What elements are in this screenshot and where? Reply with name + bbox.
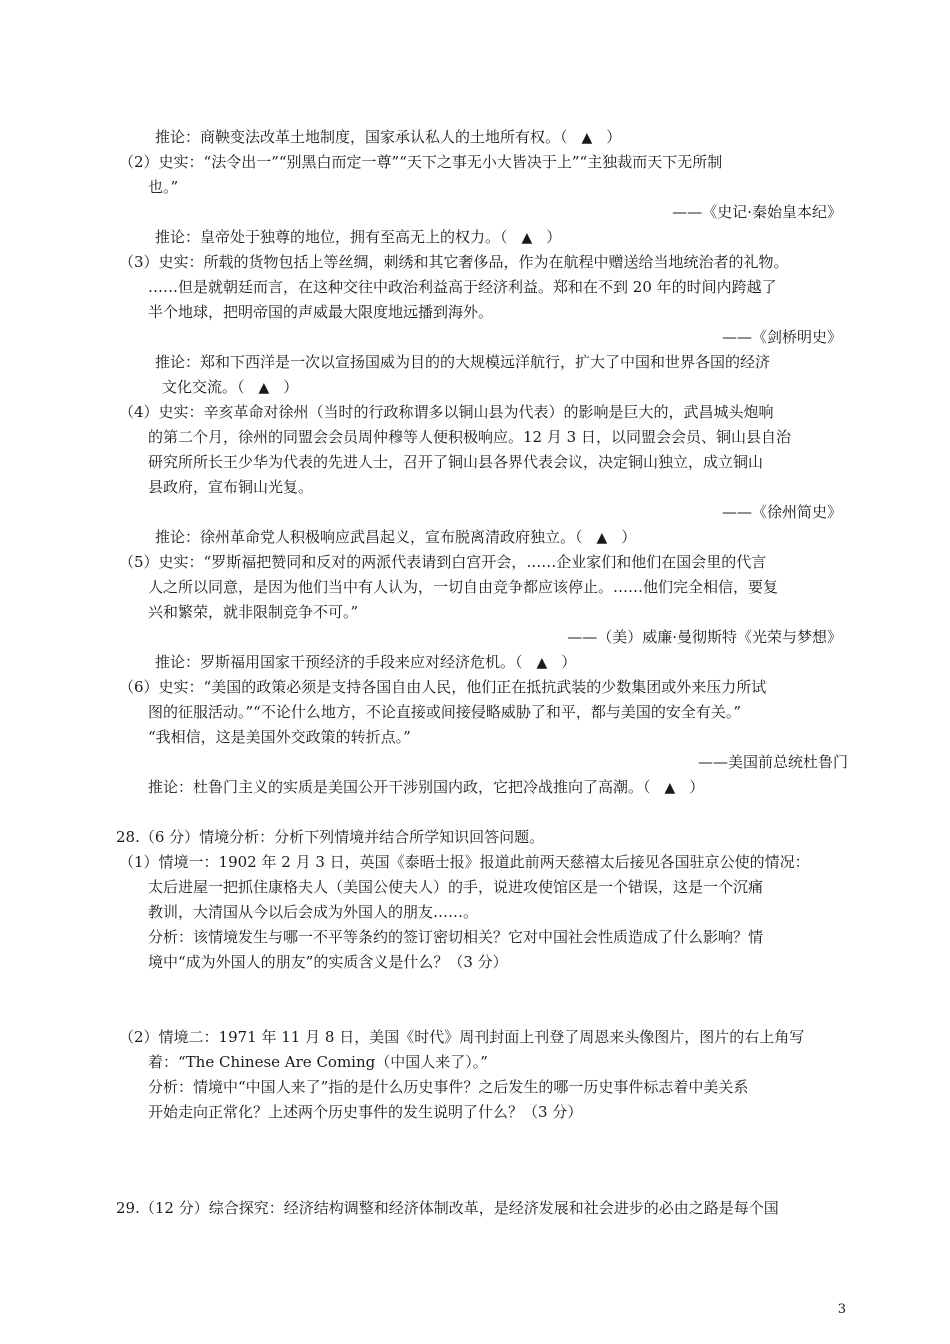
q28-scenario1-line2: 太后进屋一把抓住康格夫人（美国公使夫人）的手，说进攻使馆区是一个错误，这是一个沉痛 (148, 878, 764, 896)
q28-scenario2-question-line2: 开始走向正常化？上述两个历史事件的发生说明了什么？（3 分） (148, 1103, 583, 1121)
q28-scenario1-question-line2: 境中“成为外国人的朋友”的实质含义是什么？（3 分） (148, 953, 508, 971)
q28-scenario2-line1: （2）情境二：1971 年 11 月 8 日，美国《时代》周刊封面上刊登了周恩来头像图片，图片的右上角写 (119, 1028, 805, 1046)
q5-fact-line2: 人之所以同意，是因为他们当中有人认为，一切自由竞争都应该停止。……他们完全相信，要复 (148, 578, 779, 596)
q5-fact-line1: （5）史实：“罗斯福把赞同和反对的两派代表请到白宫开会，……企业家们和他们在国会里的代言 (119, 553, 767, 571)
q28-scenario1-line3: 教训，大清国从今以后会成为外国人的朋友……。 (148, 903, 479, 921)
answer-blank-triangle: ▲ (581, 130, 593, 146)
q29-title: 29.（12 分）综合探究：经济结构调整和经济体制改革，是经济发展和社会进步的必由之路是每个国 (116, 1199, 779, 1217)
answer-blank-triangle: ▲ (596, 530, 608, 546)
q6-conclusion: 推论：杜鲁门主义的实质是美国公开干涉别国内政，它把冷战推向了高潮。（ ▲ ） (148, 778, 705, 796)
q4-fact-line3: 研究所所长王少华为代表的先进人士，召开了铜山县各界代表会议，决定铜山独立，成立铜山 (148, 453, 764, 471)
q2-source: ——《史记·秦始皇本纪》 (672, 203, 842, 221)
q2-fact-line1: （2）史实：“法令出一”“别黑白而定一尊”“天下之事无小大皆决于上”“主独裁而天下无所制 (119, 153, 723, 171)
answer-blank-triangle: ▲ (521, 230, 533, 246)
q6-fact-line3: “我相信，这是美国外交政策的转折点。” (148, 728, 411, 746)
q3-conclusion-line2: 文化交流。（ ▲ ） (162, 378, 299, 396)
page-number: 3 (837, 1302, 846, 1317)
q2-conclusion: 推论：皇帝处于独尊的地位，拥有至高无上的权力。（ ▲ ） (155, 228, 562, 246)
answer-blank-triangle: ▲ (536, 655, 548, 671)
answer-blank-triangle: ▲ (258, 380, 270, 396)
q4-conclusion: 推论：徐州革命党人积极响应武昌起义，宣布脱离清政府独立。（ ▲ ） (155, 528, 637, 546)
q4-fact-line4: 县政府，宣布铜山光复。 (148, 478, 314, 496)
q4-fact-line1: （4）史实：辛亥革命对徐州（当时的行政称谓多以铜山县为代表）的影响是巨大的，武昌城头炮响 (119, 403, 774, 421)
q3-fact-line3: 半个地球，把明帝国的声威最大限度地远播到海外。 (148, 303, 494, 321)
q3-fact-line1: （3）史实：所载的货物包括上等丝绸，刺绣和其它奢侈品，作为在航程中赠送给当地统治者的礼物。 (119, 253, 789, 271)
q28-scenario1-line1: （1）情境一：1902 年 2 月 3 日，英国《泰晤士报》报道此前两天慈禧太后接见各国驻京公使的情况： (119, 853, 810, 871)
q28-title: 28.（6 分）情境分析：分析下列情境并结合所学知识回答问题。 (116, 828, 545, 846)
q5-conclusion: 推论：罗斯福用国家干预经济的手段来应对经济危机。（ ▲ ） (155, 653, 577, 671)
q28-scenario2-question-line1: 分析：情境中“中国人来了”指的是什么历史事件？之后发生的哪一历史事件标志着中美关系 (148, 1078, 749, 1096)
q4-source: ——《徐州简史》 (721, 503, 842, 521)
q5-fact-line3: 兴和繁荣，就非限制竞争不可。” (148, 603, 359, 621)
q4-fact-line2: 的第二个月，徐州的同盟会会员周仲穆等人便积极响应。12 月 3 日，以同盟会会员、铜山县自治 (148, 428, 791, 446)
q28-scenario1-question-line1: 分析：该情境发生与哪一不平等条约的签订密切相关？它对中国社会性质造成了什么影响？情 (148, 928, 764, 946)
answer-blank-triangle: ▲ (664, 780, 676, 796)
q2-fact-line2: 也。” (148, 178, 179, 196)
q5-source: ——（美）威廉·曼彻斯特《光荣与梦想》 (567, 628, 842, 646)
q28-scenario2-line2: 着：“The Chinese Are Coming（中国人来了）。” (148, 1053, 488, 1071)
q6-fact-line2: 图的征服活动。”“不论什么地方，不论直接或间接侵略威胁了和平，都与美国的安全有关。” (148, 703, 742, 721)
q6-fact-line1: （6）史实：“美国的政策必须是支持各国自由人民，他们正在抵抗武装的少数集团或外来压力所试 (119, 678, 767, 696)
q3-fact-line2: ……但是就朝廷而言，在这种交往中政治利益高于经济利益。郑和在不到 20 年的时间内跨越了 (148, 278, 777, 296)
q6-source: ——美国前总统杜鲁门 (697, 753, 848, 771)
q1-conclusion: 推论：商鞅变法改革土地制度，国家承认私人的土地所有权。（ ▲ ） (155, 128, 622, 146)
q3-conclusion-line1: 推论：郑和下西洋是一次以宣扬国威为目的的大规模远洋航行，扩大了中国和世界各国的经济 (155, 353, 771, 371)
q3-source: ——《剑桥明史》 (721, 328, 842, 346)
